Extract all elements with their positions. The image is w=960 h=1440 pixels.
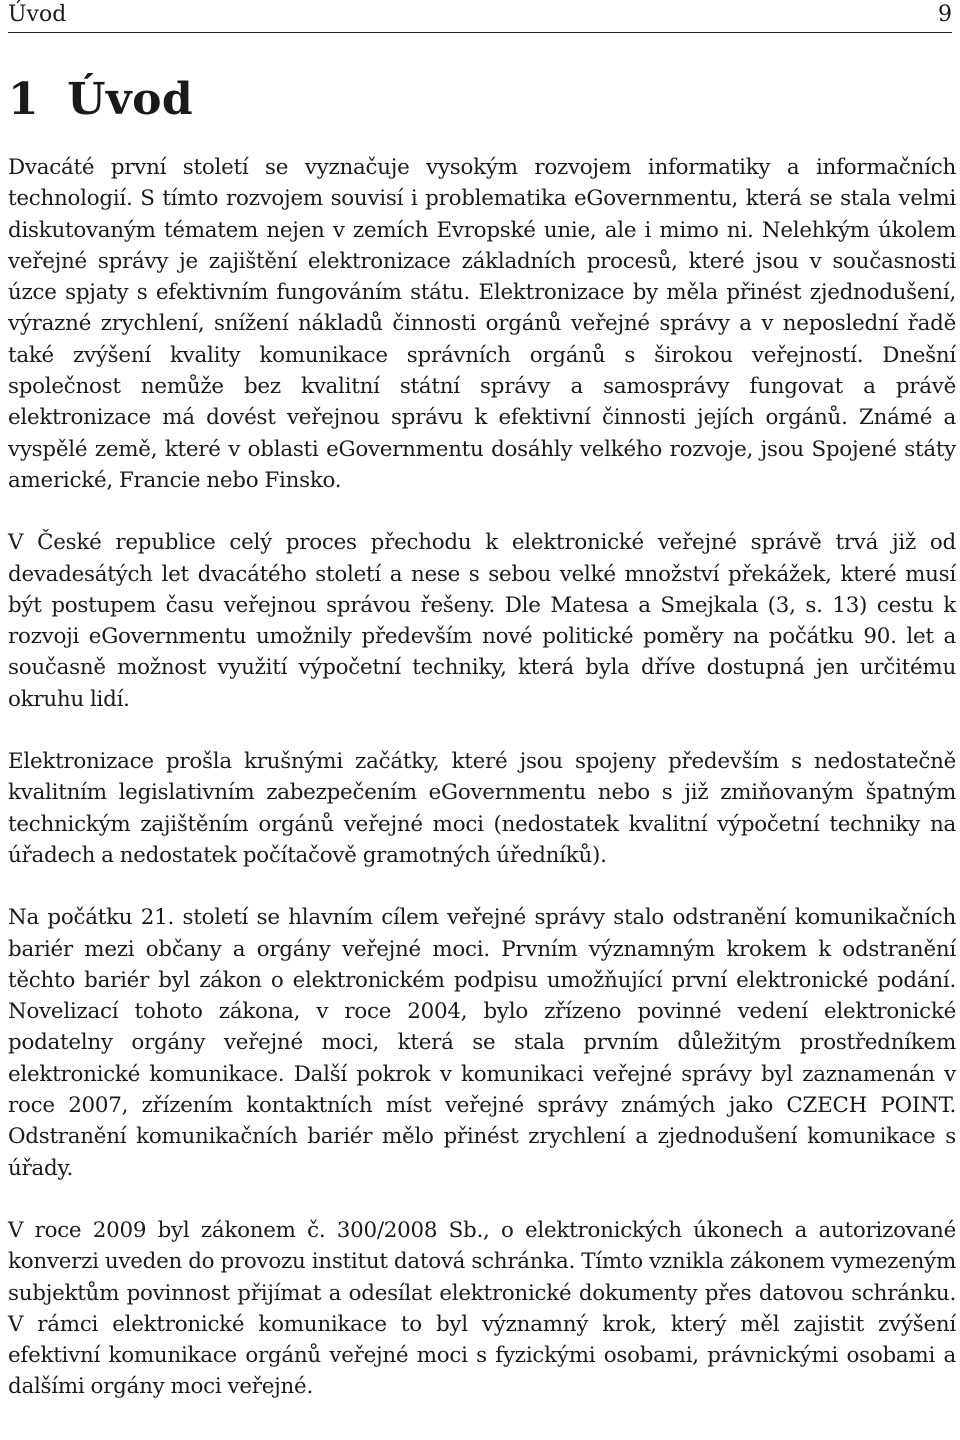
chapter-heading <box>8 70 193 130</box>
page-number: 9 <box>938 2 952 27</box>
paragraph-2: V České republice celý proces přechodu k elektronické veřejné správě trvá již od devadesátých let dvacátého století a nese s sebou velké množství překážek, které musí být postupem času veřejnou správou řešeny. Dle Matesa a Smejkala (3, s. 13) cestu k rozvoji eGovernmentu umožnily především nové politické poměry na počátku 90. let a současně možnost využití výpočetní techniky, která byla dříve dostupná jen určitému okruhu lidí. <box>8 530 956 712</box>
chapter-number: 1 <box>8 74 40 125</box>
paragraph-3: Elektronizace prošla krušnými začátky, které jsou spojeny především s nedostatečně kvalitním legislativním zabezpečením eGovernmentu nebo s již zmiňovaným špatným technickým zajištěním orgánů veřejné moci (nedostatek kvalitní výpočetní techniky na úřadech a nedostatek počítačově gramotných úředníků). <box>8 749 956 868</box>
running-header-title: Úvod <box>8 2 67 27</box>
chapter-title: Úvod <box>67 74 194 125</box>
paragraph-4: Na počátku 21. století se hlavním cílem veřejné správy stalo odstranění komunikačních bariér mezi občany a orgány veřejné moci. Prvním významným krokem k odstranění těchto bariér byl zákon o elektronickém podpisu umožňující první elektronické podání. Novelizací tohoto zákona, v roce 2004, bylo zřízeno povinné vedení elektronické podatelny orgány veřejné moci, která se stala prvním důležitým prostředníkem elektronické komunikace. Další pokrok v komunikaci veřejné správy byl zaznamenán v roce 2007, zřízením kontaktních míst veřejné správy známých jako CZECH POINT. Odstranění komunikačních bariér mělo přinést zrychlení a zjednodušení komunikace s úřady. <box>8 905 956 1181</box>
paragraph-5: V roce 2009 byl zákonem č. 300/2008 Sb., o elektronických úkonech a autorizované konverzi uveden do provozu institut datová schránka. Tímto vznikla zákonem vymezeným subjektům povinnost přijímat a odesílat elektronické dokumenty přes datovou schránku. V rámci elektronické komunikace to byl významný krok, který měl zajistit zvýšení efektivní komunikace orgánů veřejné moci s fyzickými osobami, právnickými osobami a dalšími orgány moci veřejné. <box>8 1217 956 1400</box>
running-header <box>8 0 952 33</box>
paragraph-1: Dvacáté první století se vyznačuje vysokým rozvojem informatiky a informačních technologií. S tímto rozvojem souvisí i problematika eGovernmentu, která se stala velmi diskutovaným tématem nejen v zemích Evropské unie, ale i mimo ni. Nelehkým úkolem veřejné správy je zajištění elektronizace základních procesů, které jsou v současnosti úzce spjaty s efektivním fungováním státu. Elektronizace by měla přinést zjednodušení, výrazné zrychlení, snížení nákladů činnosti orgánů veřejné správy a v neposlední řadě také zvýšení kvality komunikace správních orgánů s širokou veřejností. Dnešní společnost nemůže bez kvalitní státní správy a samosprávy fungovat a právě elektronizace má dovést veřejnou správu k efektivní činnosti jejích orgánů. Známé a vyspělé země, které v oblasti eGovernmentu dosáhly velkého rozvoje, jsou Spojené státy americké, Francie nebo Finsko. <box>8 155 956 493</box>
body-text <box>8 152 956 1403</box>
